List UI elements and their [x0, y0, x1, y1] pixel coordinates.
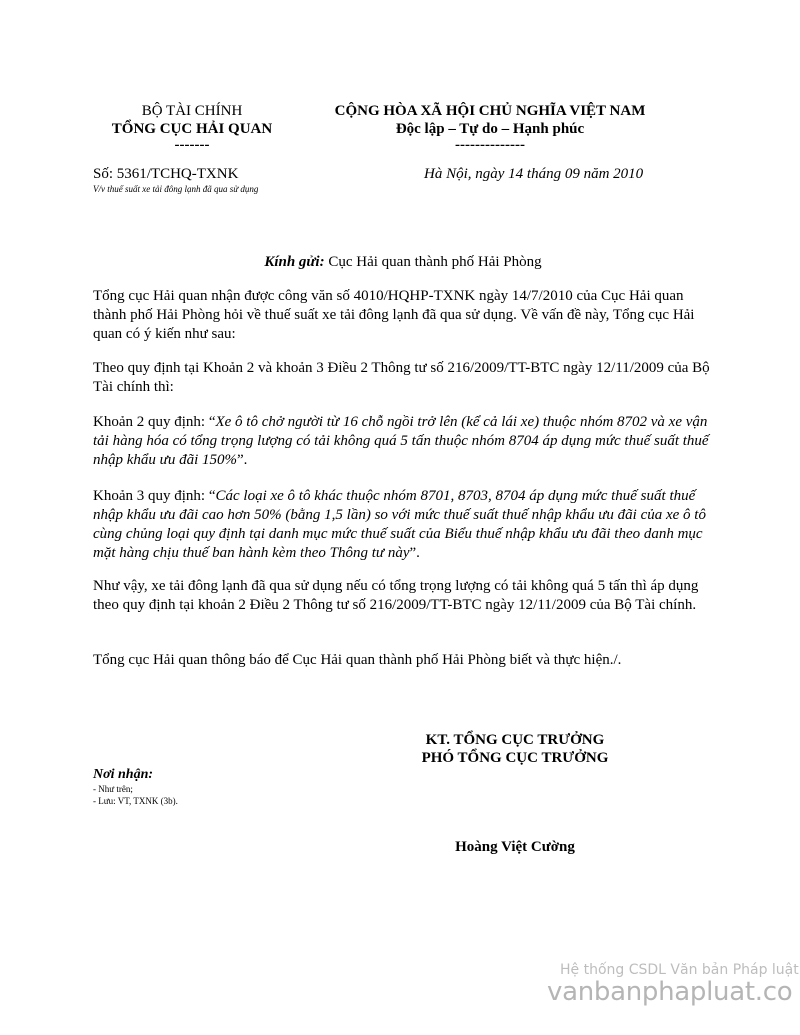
watermark-line-2: vanbanphapluat.co	[547, 977, 793, 1007]
national-motto: Độc lập – Tự do – Hạnh phúc	[395, 121, 585, 137]
paragraph-2: Theo quy định tại Khoản 2 và khoản 3 Điều 2 Thông tư số 216/2009/TT-BTC ngày 12/11/2009 của Bộ Tài chính thì:	[93, 360, 710, 395]
recipient-item-2: - Lưu: VT, TXNK (3b).	[93, 796, 178, 806]
p3-prefix: Khoản 2 quy định: “	[93, 414, 216, 430]
recipient-line	[93, 253, 713, 271]
paragraph-3	[93, 413, 713, 470]
recipients-block	[93, 766, 293, 807]
recipient-name: Cục Hải quan thành phố Hải Phòng	[328, 254, 542, 270]
p4-prefix: Khoản 3 quy định: “	[93, 488, 216, 504]
p4-quote: Các loại xe ô tô khác thuộc nhóm 8701, 8703, 8704 áp dụng mức thuế suất thuế nhập khẩu ưu đãi cao hơn 50% (bằng 1,5 lần) so với mức thuế suất thuế nhập khẩu ưu đãi của xe ô tô cùng chủng loại quy định tại danh mục mức thuế suất của Biểu thuế nhập khẩu ưu đãi theo danh mục mặt hàng chịu thuế ban hành kèm theo Thông tư này	[93, 488, 706, 561]
department-name: TỔNG CỤC HẢI QUAN	[111, 121, 273, 137]
document-number: Số: 5361/TCHQ-TXNK	[93, 166, 239, 182]
document-subject: V/v thuế suất xe tải đông lạnh đã qua sử dụng	[93, 184, 259, 194]
signer-name: Hoàng Việt Cường	[455, 839, 575, 855]
p3-quote: Xe ô tô chở người từ 16 chỗ ngồi trở lên (kể cả lái xe) thuộc nhóm 8702 và xe vận tải hàng hóa có tổng trọng lượng có tải không quá 5 tấn thuộc nhóm 8704 áp dụng mức thuế suất thuế nhập khẩu ưu đãi 150%	[93, 414, 709, 468]
signature-line-1: KT. TỔNG CỤC TRƯỞNG	[425, 732, 605, 748]
watermark-line-1: Hệ thống CSDL Văn bản Pháp luật	[560, 962, 799, 978]
ministry-name: BỘ TÀI CHÍNH	[141, 103, 243, 119]
signature-line-2: PHÓ TỔNG CỤC TRƯỞNG	[421, 750, 609, 766]
signature-title	[400, 731, 630, 767]
p4-suffix: ”.	[409, 545, 420, 561]
recipient-item-1: - Như trên;	[93, 784, 133, 794]
header-left	[92, 102, 292, 152]
recipients-title: Nơi nhận:	[93, 767, 154, 782]
paragraph-4	[93, 487, 713, 563]
header-right-separator: --------------	[455, 137, 525, 153]
recipient-label: Kính gửi:	[264, 254, 325, 270]
header-right	[300, 102, 680, 152]
paragraph-6: Tổng cục Hải quan thông báo để Cục Hải quan thành phố Hải Phòng biết và thực hiện./.	[93, 652, 622, 668]
paragraph-5: Như vậy, xe tải đông lạnh đã qua sử dụng nếu có tổng trọng lượng có tải không quá 5 tấn thì áp dụng theo quy định tại khoản 2 Điều 2 Thông tư số 216/2009/TT-BTC ngày 12/11/2009 của Bộ Tài chính.	[93, 578, 699, 613]
p3-suffix: ”.	[237, 452, 248, 468]
header-left-separator: -------	[174, 137, 210, 153]
date-place: Hà Nội, ngày 14 tháng 09 năm 2010	[424, 166, 644, 182]
country-name: CỘNG HÒA XÃ HỘI CHỦ NGHĨA VIỆT NAM	[334, 103, 646, 119]
paragraph-1: Tổng cục Hải quan nhận được công văn số 4010/HQHP-TXNK ngày 14/7/2010 của Cục Hải quan thành phố Hải Phòng hỏi về thuế suất xe tải đông lạnh đã qua sử dụng. Về vấn đề này, Tổng cục Hải quan có ý kiến như sau:	[93, 288, 695, 342]
